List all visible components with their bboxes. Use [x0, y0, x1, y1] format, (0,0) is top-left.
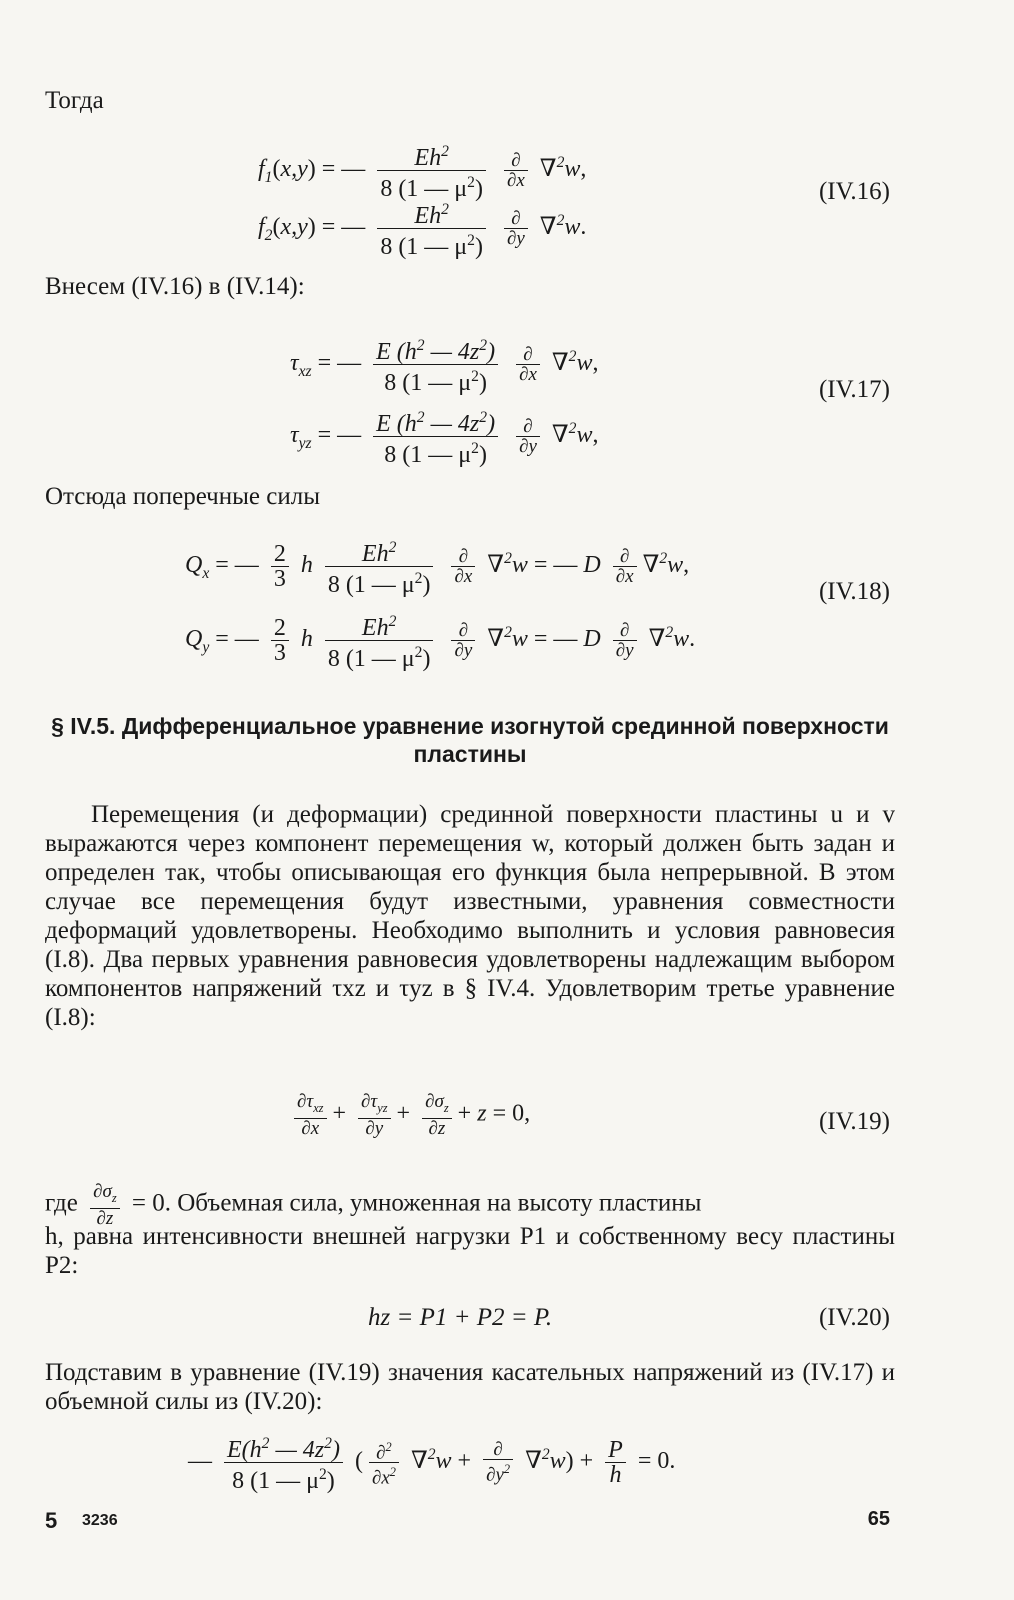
equation-number-iv17: (IV.17) — [818, 376, 890, 403]
paragraph-1: Перемещения (и деформации) срединной поверхности пластины u и v выражаются через компонент перемещения w, который должен быть задан и определен так, чтобы описывающая его функция была непрерывной. В этом случае все перемещения будут известными, уравнения совместности деформаций удовлетворены. Необходимо выполнить и условия равновесия (I.8). Два первых уравнения равновесия удовлетворены надлежащим выбором компонентов напряжений τxz и τyz в § IV.4. Удовлетворим третье уравнение (I.8): — [45, 801, 895, 1031]
equation-number-iv16: (IV.16) — [818, 178, 890, 205]
text-gde-line: где $\frac{\partial\sigma_z}{\partial z}$ = 0. Объемная сила, умноженная на высоту пластины — [45, 1181, 702, 1229]
text-togda: Тогда — [45, 87, 104, 114]
equation-iv20: hz = P1 + P2 = P. — [368, 1304, 553, 1331]
text-vnesem: Внесем (IV.16) в (IV.14): — [45, 273, 305, 300]
equation-iv17-tyz: $\tau_{yz}$ = — $\frac{E (h^2 — 4z^2)}{8 (1 — \mu^2)}$ $\frac{\partial}{\partial y}$ ∇$^2$w, — [290, 406, 598, 467]
equation-final: — $\frac{E(h^2 — 4z^2)}{8 (1 — \mu^2)}$ ( $\frac{\partial^2}{\partial x^2}$ ∇$^2$w + $\frac{\partial}{\partial y^2}$ ∇$^2$w) + $\frac{P}{h}$ = 0. — [188, 1432, 675, 1493]
text-otsyuda: Отсюда поперечные силы — [45, 483, 321, 510]
section-heading: § IV.5. Дифференциальное уравнение изогнутой срединной поверхности пластины — [51, 713, 889, 767]
footer-code: 3236 — [82, 1512, 118, 1529]
equation-number-iv18: (IV.18) — [818, 578, 890, 605]
equation-iv19: $\frac{\partial\tau_{xz}}{\partial x}$ + $\frac{\partial\tau_{yz}}{\partial y}$ + $\frac{\partial\sigma_z}{\partial z}$ + z = 0, — [288, 1092, 530, 1138]
equation-number-iv20: (IV.20) — [818, 1304, 890, 1331]
text-gde-suffix: = 0. Объемная сила, умноженная на высоту пластины — [131, 1189, 702, 1217]
page-number: 65 — [867, 1508, 890, 1530]
equation-iv18-qx: $Q_x$ = — $\frac{2}{3}$ h $\frac{Eh^2}{8 (1 — \mu^2)}$ $\frac{\partial}{\partial x}$ ∇$^2$w = — D $\frac{\partial}{\partial x}$ ∇$^2$w, — [185, 536, 689, 597]
paragraph-2: h, равна интенсивности внешней нагрузки P1 и собственному весу пластины P2: — [45, 1223, 895, 1279]
equation-iv17-txz: $\tau_{xz}$ = — $\frac{E (h^2 — 4z^2)}{8 (1 — \mu^2)}$ $\frac{\partial}{\partial x}$ ∇$^2$w, — [290, 334, 598, 395]
equation-iv16-f1: $f_1(x,y)$ = — $\frac{Eh^2}{8 (1 — \mu^2)}$ $\frac{\partial}{\partial x}$ ∇$^2$w, — [258, 140, 586, 201]
equation-iv18-qy: $Q_y$ = — $\frac{2}{3}$ h $\frac{Eh^2}{8 (1 — \mu^2)}$ $\frac{\partial}{\partial y}$ ∇$^2$w = — D $\frac{\partial}{\partial y}$ ∇$^2$w. — [185, 610, 695, 671]
equation-iv16-f2: $f_2(x,y)$ = — $\frac{Eh^2}{8 (1 — \mu^2)}$ $\frac{\partial}{\partial y}$ ∇$^2$w. — [258, 198, 586, 259]
text-gde-prefix: где — [45, 1189, 78, 1217]
paragraph-3: Подставим в уравнение (IV.19) значения касательных напряжений из (IV.17) и объемной силы из (IV.20): — [45, 1359, 895, 1415]
footer-signature: 5 — [45, 1508, 58, 1533]
equation-number-iv19: (IV.19) — [818, 1108, 890, 1135]
